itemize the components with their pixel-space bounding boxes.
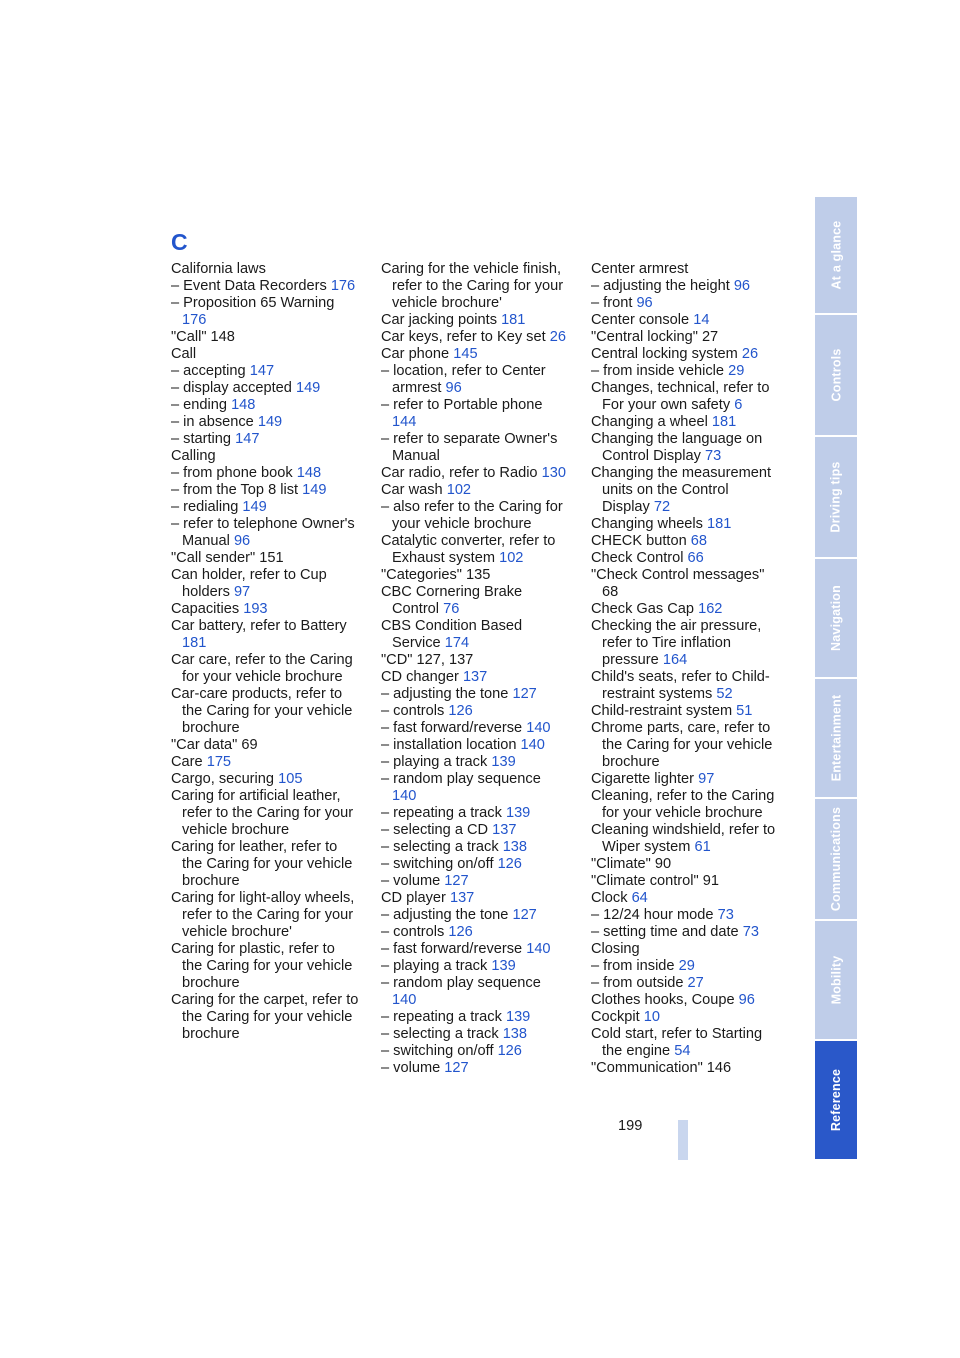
index-entry-text: Clothes hooks, Coupe	[591, 992, 735, 1008]
index-entry-text: Cockpit	[591, 1009, 640, 1025]
index-entry-text: Clock	[591, 890, 628, 906]
index-entry	[171, 482, 359, 499]
page-reference-link[interactable]: 147	[235, 431, 260, 447]
chapter-tab-label: At a glance	[829, 220, 844, 290]
page-reference-link[interactable]: 96	[445, 380, 462, 396]
index-entry-text: Car-care products, refer to the Caring for your vehicle brochure	[171, 686, 353, 736]
index-entry	[381, 499, 569, 533]
page-reference-link[interactable]: 137	[492, 822, 517, 838]
index-entry-text: Caring for plastic, refer to the Caring for your vehicle brochure	[171, 941, 353, 991]
index-entry	[591, 890, 779, 907]
index-entry	[171, 737, 359, 754]
index-entry	[381, 431, 569, 465]
index-entry	[171, 448, 359, 465]
index-entry	[171, 686, 359, 737]
page-reference-link[interactable]: 73	[742, 924, 759, 940]
index-entry-text: – refer to Portable phone	[381, 397, 543, 413]
index-entry	[381, 958, 569, 975]
page-reference-link[interactable]: 174	[444, 635, 470, 651]
index-entry	[381, 584, 569, 618]
page-reference-link[interactable]: 138	[502, 1026, 528, 1042]
index-entry	[171, 363, 359, 380]
index-entry	[381, 703, 569, 720]
index-entry	[591, 363, 779, 380]
page-reference-link[interactable]: 10	[643, 1009, 660, 1025]
index-entry	[381, 890, 569, 907]
index-entry	[591, 567, 779, 601]
index-entry-text: – controls	[381, 703, 445, 719]
index-entry	[381, 1026, 569, 1043]
index-entry-text: – from outside	[591, 975, 684, 991]
page-reference-link[interactable]: 140	[526, 720, 551, 736]
index-entry	[591, 720, 779, 771]
index-entry	[591, 346, 779, 363]
chapter-tab-label: Driving tips	[829, 461, 843, 533]
index-entry	[171, 788, 359, 839]
index-entry	[591, 618, 779, 669]
index-entry-text: Call	[171, 346, 197, 362]
index-entry-text: – switching on/off	[381, 856, 494, 872]
index-entry-text: – selecting a track	[381, 839, 499, 855]
index-entry	[591, 533, 779, 550]
page-reference-link[interactable]: 137	[449, 890, 475, 906]
index-entry-text: "Climate control" 91	[591, 873, 719, 889]
index-entry-text: – location, refer to Center armrest	[381, 363, 546, 396]
page-reference-link[interactable]: 27	[687, 975, 704, 991]
index-entry	[591, 924, 779, 941]
index-entry-text: Car battery, refer to Battery	[171, 618, 347, 634]
page-reference-link[interactable]: 139	[505, 1009, 531, 1025]
index-entry	[591, 1060, 779, 1077]
page-reference-link[interactable]: 193	[243, 601, 268, 617]
index-entry	[591, 873, 779, 890]
index-entry-text: Cargo, securing	[171, 771, 275, 787]
page-reference-link[interactable]: 140	[526, 941, 551, 957]
index-entry-text: "Check Control messages" 68	[591, 567, 765, 600]
index-entry	[171, 397, 359, 414]
page-reference-link[interactable]: 73	[717, 907, 734, 923]
index-entry-text: Check Gas Cap	[591, 601, 695, 617]
page-reference-link[interactable]: 6	[734, 397, 743, 413]
page-reference-link[interactable]: 164	[662, 652, 688, 668]
page-reference-link[interactable]: 140	[520, 737, 545, 753]
index-entry-text: – refer to telephone Owner's Manual	[171, 516, 355, 549]
index-entry-text: – Proposition 65 Warning	[171, 295, 335, 311]
page-reference-link[interactable]: 181	[501, 312, 526, 328]
index-entry-text: – volume	[381, 1060, 441, 1076]
index-entry	[381, 618, 569, 652]
index-entry	[591, 465, 779, 516]
page-reference-link[interactable]: 96	[738, 992, 755, 1008]
page-reference-link[interactable]: 26	[741, 346, 759, 362]
index-entry-text: Check Control	[591, 550, 684, 566]
page-reference-link[interactable]: 51	[736, 703, 753, 719]
page-reference-link[interactable]: 97	[698, 771, 715, 787]
page-reference-link[interactable]: 102	[499, 550, 524, 566]
index-entry-text: – ending	[171, 397, 227, 413]
index-entry	[381, 329, 569, 346]
index-entry	[591, 907, 779, 924]
page-reference-link[interactable]: 181	[182, 635, 207, 651]
page-reference-link[interactable]: 147	[249, 363, 275, 379]
index-entry	[171, 295, 359, 329]
index-entry-text: – also refer to the Caring for your vehicle brochure	[381, 499, 563, 532]
index-entry	[381, 737, 569, 754]
index-entry-text: Car radio, refer to Radio	[381, 465, 538, 481]
index-entry	[591, 771, 779, 788]
chapter-tab-label: Communications	[829, 806, 844, 912]
index-entry	[171, 771, 359, 788]
page-reference-link[interactable]: 126	[448, 924, 473, 940]
page-reference-link[interactable]: 139	[491, 754, 516, 770]
page-reference-link[interactable]: 66	[687, 550, 704, 566]
index-entry-text: "Climate" 90	[591, 856, 672, 872]
page-reference-link[interactable]: 96	[636, 295, 653, 311]
page-reference-link[interactable]: 144	[392, 414, 417, 430]
index-entry-text: Caring for light-alloy wheels, refer to the Caring for your vehicle brochure'	[171, 890, 355, 940]
index-entry-text: Central locking system	[591, 346, 738, 362]
page-reference-link[interactable]: 14	[693, 312, 710, 328]
page-reference-link[interactable]: 126	[448, 703, 473, 719]
page-reference-link[interactable]: 139	[491, 958, 516, 974]
index-entry	[381, 771, 569, 805]
page-reference-link[interactable]: 181	[707, 516, 732, 532]
page-reference-link[interactable]: 61	[694, 839, 711, 855]
index-entry	[591, 975, 779, 992]
index-entry	[591, 278, 779, 295]
index-entry-text: – installation location	[381, 737, 517, 753]
page-reference-link[interactable]: 175	[206, 754, 232, 770]
page-reference-link[interactable]: 140	[392, 788, 417, 804]
page-reference-link[interactable]: 68	[690, 533, 708, 549]
index-entry	[381, 482, 569, 499]
chapter-tab-communications[interactable]	[815, 799, 857, 919]
index-entry	[381, 261, 569, 312]
index-entry-text: – front	[591, 295, 633, 311]
chapter-tab-label: Mobility	[829, 955, 844, 1005]
section-letter: C	[171, 229, 188, 255]
index-entry-text: California laws	[171, 261, 266, 277]
index-entry-text: Car jacking points	[381, 312, 497, 328]
index-entry	[171, 839, 359, 890]
index-entry	[591, 703, 779, 720]
index-entry-text: – setting time and date	[591, 924, 739, 940]
index-entry	[171, 414, 359, 431]
index-entry-text: CD player	[381, 890, 446, 906]
page-reference-link[interactable]: 127	[512, 907, 537, 923]
index-entry-text: Catalytic converter, refer to Exhaust system	[381, 533, 556, 566]
index-entry-text: Cleaning, refer to the Caring for your vehicle brochure	[591, 788, 775, 821]
chapter-tab-label: Controls	[829, 348, 843, 402]
index-entry-text: – controls	[381, 924, 445, 940]
index-entry	[591, 550, 779, 567]
index-entry	[381, 856, 569, 873]
page-reference-link[interactable]: 127	[444, 873, 469, 889]
index-entry	[591, 295, 779, 312]
index-entry-text: Center armrest	[591, 261, 689, 277]
index-entry	[171, 380, 359, 397]
index-entry	[381, 652, 569, 669]
page-reference-link[interactable]: 149	[302, 482, 327, 498]
index-entry-text: CBS Condition Based Service	[381, 618, 523, 651]
page-reference-link[interactable]: 96	[733, 278, 751, 294]
chapter-tab-label: Navigation	[829, 585, 843, 651]
chapter-tab-entertainment[interactable]	[815, 679, 857, 797]
index-entry	[381, 312, 569, 329]
index-entry-text: Capacities	[171, 601, 240, 617]
page-reference-link[interactable]: 148	[296, 465, 322, 481]
index-entry	[591, 958, 779, 975]
page-number-bar	[678, 1120, 688, 1160]
index-entry	[591, 822, 779, 856]
index-entry-text: – adjusting the tone	[381, 907, 509, 923]
index-entry-text: – refer to separate Owner's Manual	[381, 431, 558, 464]
index-entry-text: – redialing	[171, 499, 239, 515]
page-reference-link[interactable]: 181	[711, 414, 737, 430]
page-reference-link[interactable]: 127	[512, 686, 537, 702]
index-column-2	[381, 261, 569, 1077]
index-column-1	[171, 261, 359, 1043]
index-column-3	[591, 261, 779, 1077]
index-entry-text: Cleaning windshield, refer to Wiper system	[591, 822, 776, 855]
chapter-tab-label: Entertainment	[829, 694, 844, 782]
index-entry	[591, 992, 779, 1009]
index-entry-text: Changing the language on Control Display	[591, 431, 763, 464]
page-reference-link[interactable]: 162	[698, 601, 723, 617]
index-entry	[171, 941, 359, 992]
index-entry	[591, 788, 779, 822]
index-entry	[591, 431, 779, 465]
index-entry-text: Changes, technical, refer to For your own safety	[591, 380, 770, 413]
chapter-tab-controls[interactable]	[815, 315, 857, 435]
index-entry	[171, 550, 359, 567]
index-entry	[591, 380, 779, 414]
index-entry-text: Changing a wheel	[591, 414, 708, 430]
index-entry-text: "Call sender" 151	[171, 550, 284, 566]
chapter-tab-reference[interactable]	[815, 1041, 857, 1159]
index-entry-text: "Central locking" 27	[591, 329, 719, 345]
index-entry	[171, 890, 359, 941]
index-entry-text: – adjusting the height	[591, 278, 730, 294]
index-entry-text: Caring for the vehicle finish, refer to the Caring for your vehicle brochure'	[381, 261, 564, 311]
index-entry-text: – Event Data Recorders	[171, 278, 327, 294]
page-reference-link[interactable]: 126	[497, 856, 522, 872]
page-reference-link[interactable]: 127	[444, 1060, 469, 1076]
index-entry-text: – fast forward/reverse	[381, 941, 523, 957]
index-entry	[591, 261, 779, 278]
index-entry	[591, 312, 779, 329]
index-entry-text: – display accepted	[171, 380, 292, 396]
index-entry	[171, 261, 359, 278]
index-entry	[171, 567, 359, 601]
index-entry-text: – from the Top 8 list	[171, 482, 299, 498]
page-reference-link[interactable]: 72	[653, 499, 671, 515]
index-entry	[591, 329, 779, 346]
index-entry	[171, 431, 359, 448]
page-reference-link[interactable]: 176	[182, 312, 207, 328]
index-entry	[381, 1060, 569, 1077]
index-entry	[171, 329, 359, 346]
page-reference-link[interactable]: 176	[330, 278, 356, 294]
index-entry-text: – random play sequence	[381, 975, 541, 991]
page-reference-link[interactable]: 102	[446, 482, 472, 498]
index-entry-text: Chrome parts, care, refer to the Caring for your vehicle brochure	[591, 720, 773, 770]
index-entry-text: – volume	[381, 873, 441, 889]
index-entry-text: Calling	[171, 448, 216, 464]
page-number: 199	[618, 1118, 643, 1134]
index-entry	[171, 754, 359, 771]
index-entry	[381, 533, 569, 567]
index-entry-text: Car keys, refer to Key set	[381, 329, 546, 345]
index-entry-text: – selecting a CD	[381, 822, 489, 838]
page-reference-link[interactable]: 130	[541, 465, 566, 481]
page-reference-link[interactable]: 149	[257, 414, 283, 430]
index-entry-text: – repeating a track	[381, 1009, 502, 1025]
index-entry-text: "Call" 148	[171, 329, 235, 345]
index-entry	[171, 516, 359, 550]
index-entry	[381, 669, 569, 686]
index-entry-text: Can holder, refer to Cup holders	[171, 567, 327, 600]
index-entry-text: "Communication" 146	[591, 1060, 732, 1076]
index-entry-text: Cold start, refer to Starting the engine	[591, 1026, 763, 1059]
index-entry-text: Car care, refer to the Caring for your vehicle brochure	[171, 652, 353, 685]
index-entry-text: "Car data" 69	[171, 737, 258, 753]
chapter-tab-mobility[interactable]	[815, 921, 857, 1039]
index-entry-text: – switching on/off	[381, 1043, 494, 1059]
index-entry-text: "Categories" 135	[381, 567, 491, 583]
index-entry	[381, 720, 569, 737]
index-entry	[381, 941, 569, 958]
index-entry-text: – selecting a track	[381, 1026, 499, 1042]
index-entry-text: Center console	[591, 312, 690, 328]
index-entry-text: CD changer	[381, 669, 459, 685]
index-entry	[171, 346, 359, 363]
index-entry	[591, 856, 779, 873]
index-entry	[381, 567, 569, 584]
index-entry	[381, 686, 569, 703]
page-reference-link[interactable]: 29	[678, 958, 695, 974]
chapter-tab-driving-tips[interactable]	[815, 437, 857, 557]
page-reference-link[interactable]: 54	[674, 1043, 691, 1059]
index-entry	[171, 499, 359, 516]
index-entry-text: – starting	[171, 431, 232, 447]
index-entry	[381, 907, 569, 924]
index-entry	[381, 873, 569, 890]
index-entry-text: "CD" 127, 137	[381, 652, 474, 668]
index-entry-text: Caring for the carpet, refer to the Caring for your vehicle brochure	[171, 992, 359, 1042]
index-entry-text: – repeating a track	[381, 805, 502, 821]
page-reference-link[interactable]: 52	[716, 686, 733, 702]
index-entry-text: – random play sequence	[381, 771, 541, 787]
page-reference-link[interactable]: 76	[443, 601, 460, 617]
index-entry-text: – from inside vehicle	[591, 363, 725, 379]
index-entry-text: Cigarette lighter	[591, 771, 695, 787]
index-entry-text: – accepting	[171, 363, 246, 379]
index-entry	[381, 397, 569, 431]
index-entry	[591, 414, 779, 431]
index-entry	[381, 465, 569, 482]
chapter-tab-label: Reference	[829, 1068, 843, 1132]
index-entry	[381, 1009, 569, 1026]
page-reference-link[interactable]: 149	[242, 499, 267, 515]
index-entry	[591, 941, 779, 958]
index-entry	[171, 618, 359, 652]
index-entry-text: – adjusting the tone	[381, 686, 509, 702]
index-entry	[171, 652, 359, 686]
index-entry	[171, 465, 359, 482]
page-reference-link[interactable]: 97	[233, 584, 251, 600]
index-entry-text: Caring for leather, refer to the Caring for your vehicle brochure	[171, 839, 353, 889]
index-entry-text: Closing	[591, 941, 640, 957]
index-entry	[381, 975, 569, 1009]
page-reference-link[interactable]: 149	[295, 380, 321, 396]
page-reference-link[interactable]: 96	[233, 533, 251, 549]
index-entry	[381, 346, 569, 363]
index-entry	[591, 669, 779, 703]
index-entry-text: Changing the measurement units on the Control Display	[591, 465, 772, 515]
page-reference-link[interactable]: 138	[502, 839, 528, 855]
index-entry-text: – from inside	[591, 958, 675, 974]
index-entry	[381, 754, 569, 771]
page-reference-link[interactable]: 145	[453, 346, 478, 362]
index-entry	[381, 363, 569, 397]
index-entry-text: Checking the air pressure, refer to Tire inflation pressure	[591, 618, 762, 668]
index-entry-text: Child's seats, refer to Child-restraint systems	[591, 669, 770, 702]
index-entry	[171, 601, 359, 618]
index-entry-text: Car wash	[381, 482, 443, 498]
page-reference-link[interactable]: 64	[631, 890, 648, 906]
page-reference-link[interactable]: 26	[549, 329, 566, 345]
index-entry-text: Child-restraint system	[591, 703, 733, 719]
page-reference-link[interactable]: 148	[231, 397, 256, 413]
index-entry-text: CBC Cornering Brake Control	[381, 584, 523, 617]
index-entry	[381, 1043, 569, 1060]
index-entry-text: – 12/24 hour mode	[591, 907, 714, 923]
index-entry-text: Car phone	[381, 346, 450, 362]
index-entry-text: – playing a track	[381, 958, 488, 974]
index-entry-text: Caring for artificial leather, refer to the Caring for your vehicle brochure	[171, 788, 354, 838]
chapter-tabs	[815, 197, 857, 1161]
index-entry-text: Care	[171, 754, 203, 770]
chapter-tab-navigation[interactable]	[815, 559, 857, 677]
index-entry-text: CHECK button	[591, 533, 687, 549]
index-entry-text: – in absence	[171, 414, 254, 430]
page-reference-link[interactable]: 29	[728, 363, 745, 379]
index-entry	[381, 839, 569, 856]
page-reference-link[interactable]: 137	[462, 669, 488, 685]
index-entry	[591, 1026, 779, 1060]
page-reference-link[interactable]: 105	[278, 771, 303, 787]
page-reference-link[interactable]: 73	[705, 448, 722, 464]
index-entry-text: – fast forward/reverse	[381, 720, 523, 736]
index-entry	[381, 822, 569, 839]
index-entry	[171, 992, 359, 1043]
index-entry	[591, 1009, 779, 1026]
chapter-tab-at-a-glance[interactable]	[815, 197, 857, 313]
page-reference-link[interactable]: 140	[392, 992, 417, 1008]
index-entry	[171, 278, 359, 295]
index-entry	[381, 805, 569, 822]
index-entry	[381, 924, 569, 941]
page-reference-link[interactable]: 139	[505, 805, 531, 821]
page-reference-link[interactable]: 126	[497, 1043, 522, 1059]
index-entry-text: Changing wheels	[591, 516, 703, 532]
index-entry-text: – from phone book	[171, 465, 293, 481]
index-entry	[591, 601, 779, 618]
index-entry-text: – playing a track	[381, 754, 488, 770]
index-entry	[591, 516, 779, 533]
